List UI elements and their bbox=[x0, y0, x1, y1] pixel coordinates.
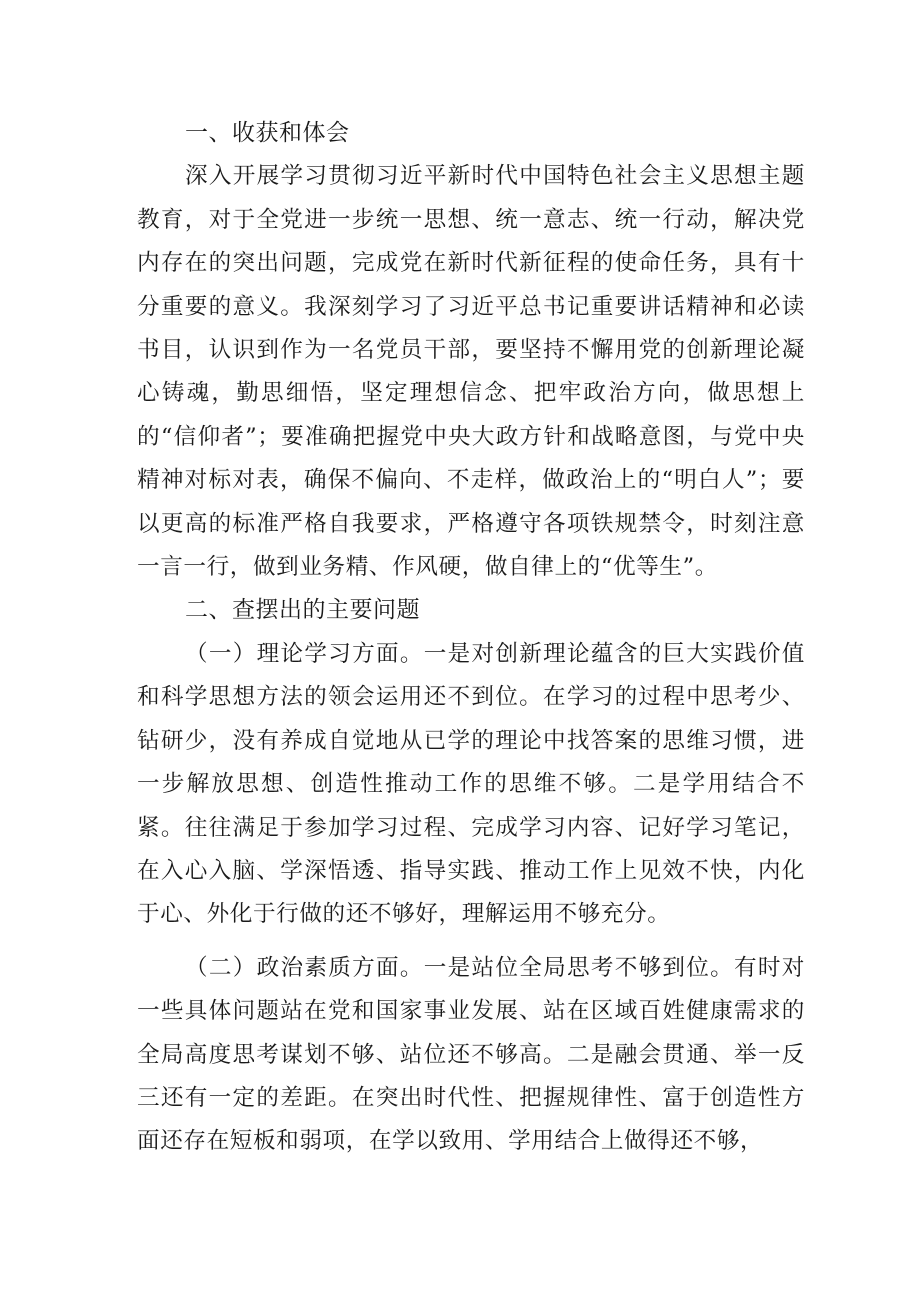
paragraph-political-quality: （二）政治素质方面。一是站位全局思考不够到位。有时对一些具体问题站在党和国家事业发展、站在区域百姓健康需求的全局高度思考谋划不够、站位还不够高。二是融会贯通、举一反三还有一定的差距。在突出时代性、把握规律性、富于创造性方面还存在短板和弱项，在学以致用、学用结合上做得还不够， bbox=[137, 954, 805, 1155]
document-body bbox=[137, 112, 805, 1164]
paragraph-gains-body: 深入开展学习贯彻习近平新时代中国特色社会主义思想主题教育，对于全党进一步统一思想、统一意志、统一行动，解决党内存在的突出问题，完成党在新时代新征程的使命任务，具有十分重要的意义。我深刻学习了习近平总书记重要讲话精神和必读书目，认识到作为一名党员干部，要坚持不懈用党的创新理论凝心铸魂，勤思细悟，坚定理想信念、把牢政治方向，做思想上的“信仰者”；要准确把握党中央大政方针和战略意图，与党中央精神对标对表，确保不偏向、不走样，做政治上的“明白人”；要以更高的标准严格自我要求，严格遵守各项铁规禁令，时刻注意一言一行，做到业务精、作风硬，做自律上的“优等生”。 bbox=[137, 163, 805, 581]
section-heading-problems: 二、查摆出的主要问题 bbox=[185, 597, 420, 624]
section-heading-gains: 一、收获和体会 bbox=[185, 120, 350, 146]
paragraph-theory-study: （一）理论学习方面。一是对创新理论蕴含的巨大实践价值和科学思想方法的领会运用还不到位。在学习的过程中思考少、钻研少，没有养成自觉地从已学的理论中找答案的思维习惯，进一步解放思想、创造性推动工作的思维不够。二是学用结合不紧。往往满足于参加学习过程、完成学习内容、记好学习笔记，在入心入脑、学深悟透、指导实践、推动工作上见效不快，内化于心、外化于行做的还不够好，理解运用不够充分。 bbox=[137, 640, 805, 928]
